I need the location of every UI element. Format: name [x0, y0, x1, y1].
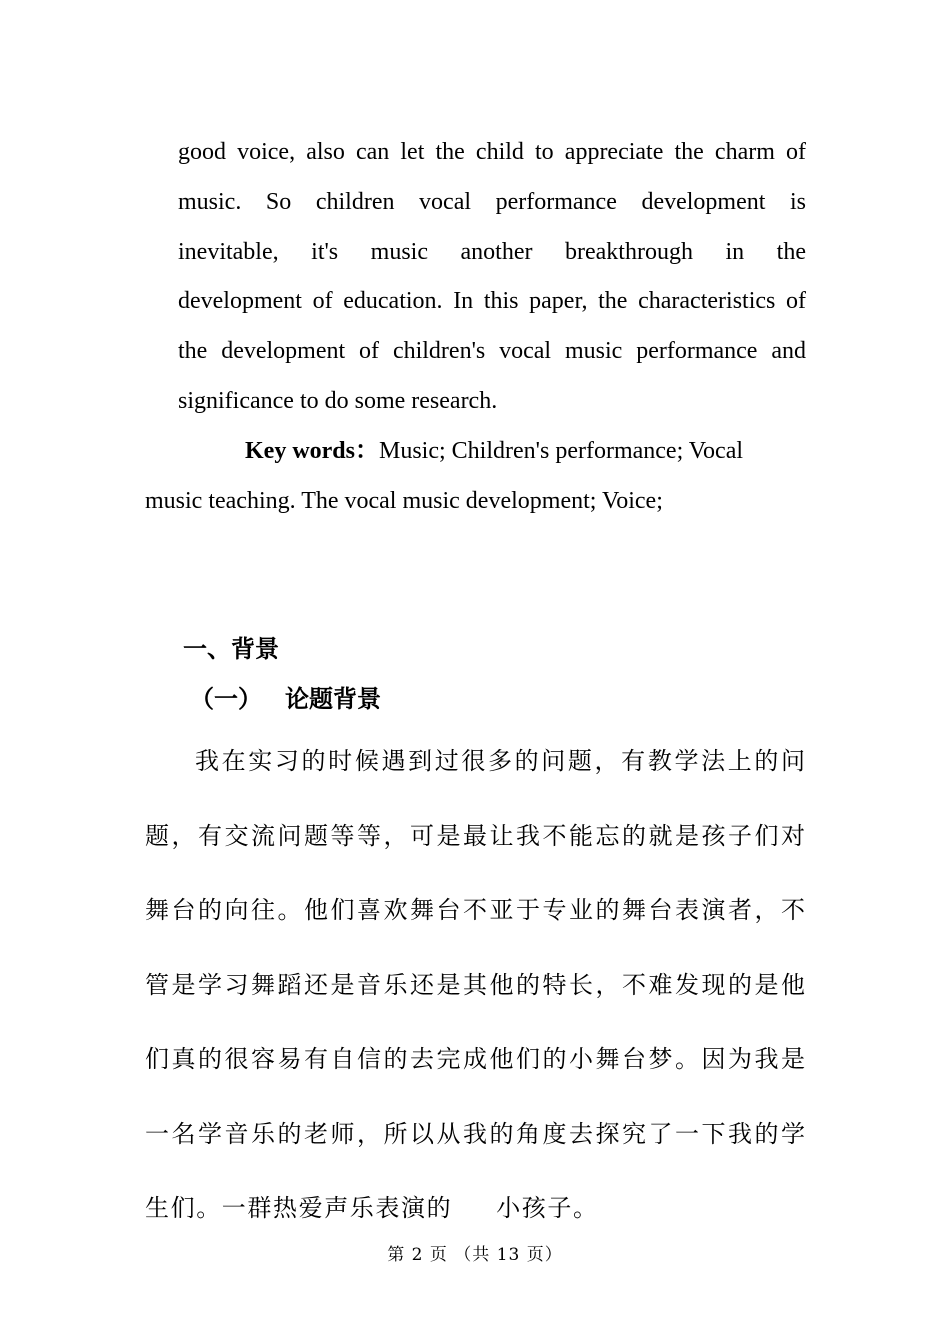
keywords-text: Music; Children's performance; Vocal: [379, 438, 744, 464]
keywords-text-continued: music teaching. The vocal music development; Voice;: [145, 487, 663, 514]
subsection-title: 论题背景: [285, 685, 381, 713]
body-line: [145, 1171, 805, 1246]
body-line: 舞台的向往。他们喜欢舞台不亚于专业的舞台表演者，不: [145, 896, 805, 924]
abstract-paragraph: [178, 128, 806, 427]
body-line: 题，有交流问题等等，可是最让我不能忘的就是孩子们对: [145, 821, 805, 850]
subsection-heading: [190, 682, 381, 716]
body-line: 们真的很容易有自信的去完成他们的小舞台梦。因为我是: [145, 1045, 805, 1073]
section-heading: 一、背景: [183, 635, 279, 663]
body-paragraph: [145, 724, 805, 1246]
keywords-block: [145, 427, 785, 527]
body-line-part: 生们。一群热爱声乐表演的: [145, 1194, 453, 1222]
abstract-line: development of education. In this paper, the characteristics of: [178, 288, 806, 315]
subsection-number: （一）: [190, 685, 262, 713]
abstract-line: inevitable, it's music another breakthrough in the: [178, 238, 806, 265]
body-line-part: 小孩子。: [496, 1194, 599, 1222]
body-line: 一名学音乐的老师，所以从我的角度去探究了一下我的学: [145, 1119, 805, 1148]
keywords-label: Key words：: [245, 438, 379, 464]
body-line: 我在实习的时候遇到过很多的问题，有教学法上的问: [195, 747, 805, 775]
abstract-line: music. So children vocal performance development is: [178, 188, 806, 215]
body-line: 管是学习舞蹈还是音乐还是其他的特长，不难发现的是他: [145, 970, 805, 999]
abstract-line: significance to do some research.: [178, 387, 498, 414]
abstract-line: the development of children's vocal music performance and: [178, 338, 806, 365]
abstract-line: good voice, also can let the child to appreciate the charm of: [178, 139, 806, 165]
page-footer: 第 2 页 （共 13 页）: [387, 1245, 563, 1265]
